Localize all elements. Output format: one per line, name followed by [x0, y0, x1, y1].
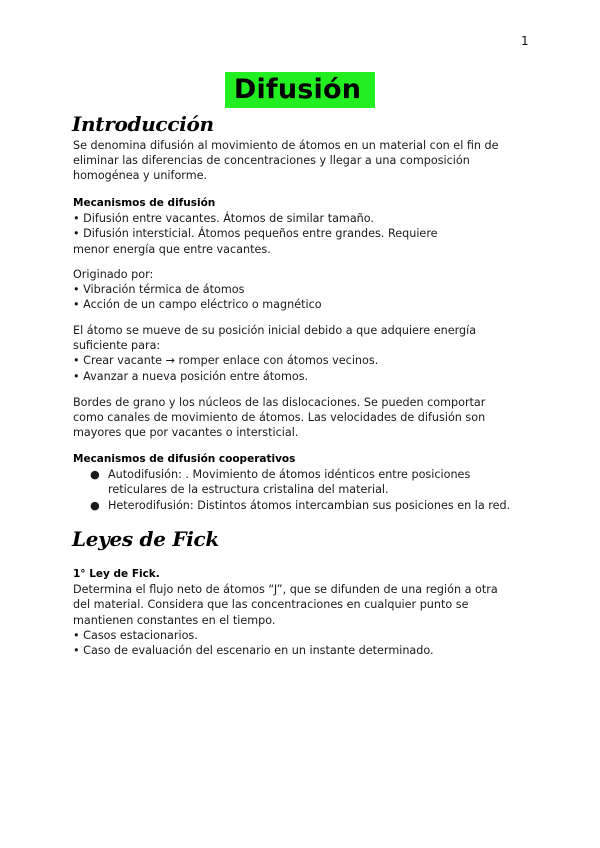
list-item: • Difusión intersticial. Átomos pequeños entre grandes. Requiere [73, 227, 438, 241]
text-line: Bordes de grano y los núcleos de las dislocaciones. Se pueden comportar [73, 396, 486, 409]
text-line: homogénea y uniforme. [73, 169, 208, 183]
originado-section [73, 267, 322, 313]
mecanismos-section [73, 196, 438, 257]
text-line: reticulares de la estructura cristalina del material. [108, 483, 389, 497]
list-item: • Crear vacante → romper enlace con átomos vecinos. [73, 354, 379, 368]
list-item: • Difusión entre vacantes. Átomos de similar tamaño. [73, 212, 374, 226]
heading-leyes-de-fick: Leyes de Fick [72, 527, 219, 551]
list-item-heterodifusion [73, 498, 510, 513]
list-item: • Avanzar a nueva posición entre átomos. [73, 369, 309, 383]
list-item-continuation: menor energía que entre vacantes. [73, 242, 271, 256]
page-number: 1 [521, 34, 529, 48]
text-line: mayores que por vacantes o intersticial. [73, 426, 299, 440]
subheading-cooperativos: Mecanismos de difusión cooperativos [73, 453, 296, 465]
heading-introduccion: Introducción [72, 112, 214, 136]
list-item: • Acción de un campo eléctrico o magnético [73, 298, 322, 312]
text-line: Determina el flujo neto de átomos “J”, que se difunden de una región a otra [73, 583, 498, 597]
text-line: Heterodifusión: Distintos átomos intercambian sus posiciones en la red. [108, 498, 511, 512]
subheading-primera-ley: 1° Ley de Fick. [73, 568, 160, 580]
text-line: como canales de movimiento de átomos. Las velocidades de difusión son [73, 411, 486, 425]
page-title: Difusión [225, 72, 375, 108]
subheading-mecanismos: Mecanismos de difusión [73, 197, 216, 209]
atomo-section [73, 323, 476, 384]
text-line: Autodifusión: . Movimiento de átomos idénticos entre posiciones [108, 468, 471, 482]
list-item: • Vibración térmica de átomos [73, 283, 245, 297]
originado-label: Originado por: [73, 268, 154, 281]
text-line: del material. Considera que las concentraciones en cualquier punto se [73, 598, 469, 612]
cooperativos-section [73, 452, 510, 513]
list-item: • Caso de evaluación del escenario en un instante determinado. [73, 644, 434, 658]
bordes-section [73, 395, 485, 441]
bullet-icon: ● [90, 498, 100, 512]
bullet-icon: ● [90, 468, 100, 482]
list-item-autodifusion [73, 467, 510, 497]
list-item: • Casos estacionarios. [73, 628, 198, 642]
fick-section [73, 567, 498, 658]
intro-paragraph [73, 138, 499, 184]
text-line: eliminar las diferencias de concentraciones y llegar a una composición [73, 154, 470, 168]
text-line: El átomo se mueve de su posición inicial debido a que adquiere energía [73, 324, 477, 337]
text-line: Se denomina difusión al movimiento de átomos en un material con el fin de [73, 139, 499, 152]
text-line: suficiente para: [73, 339, 161, 353]
text-line: mantienen constantes en el tiempo. [73, 613, 276, 627]
